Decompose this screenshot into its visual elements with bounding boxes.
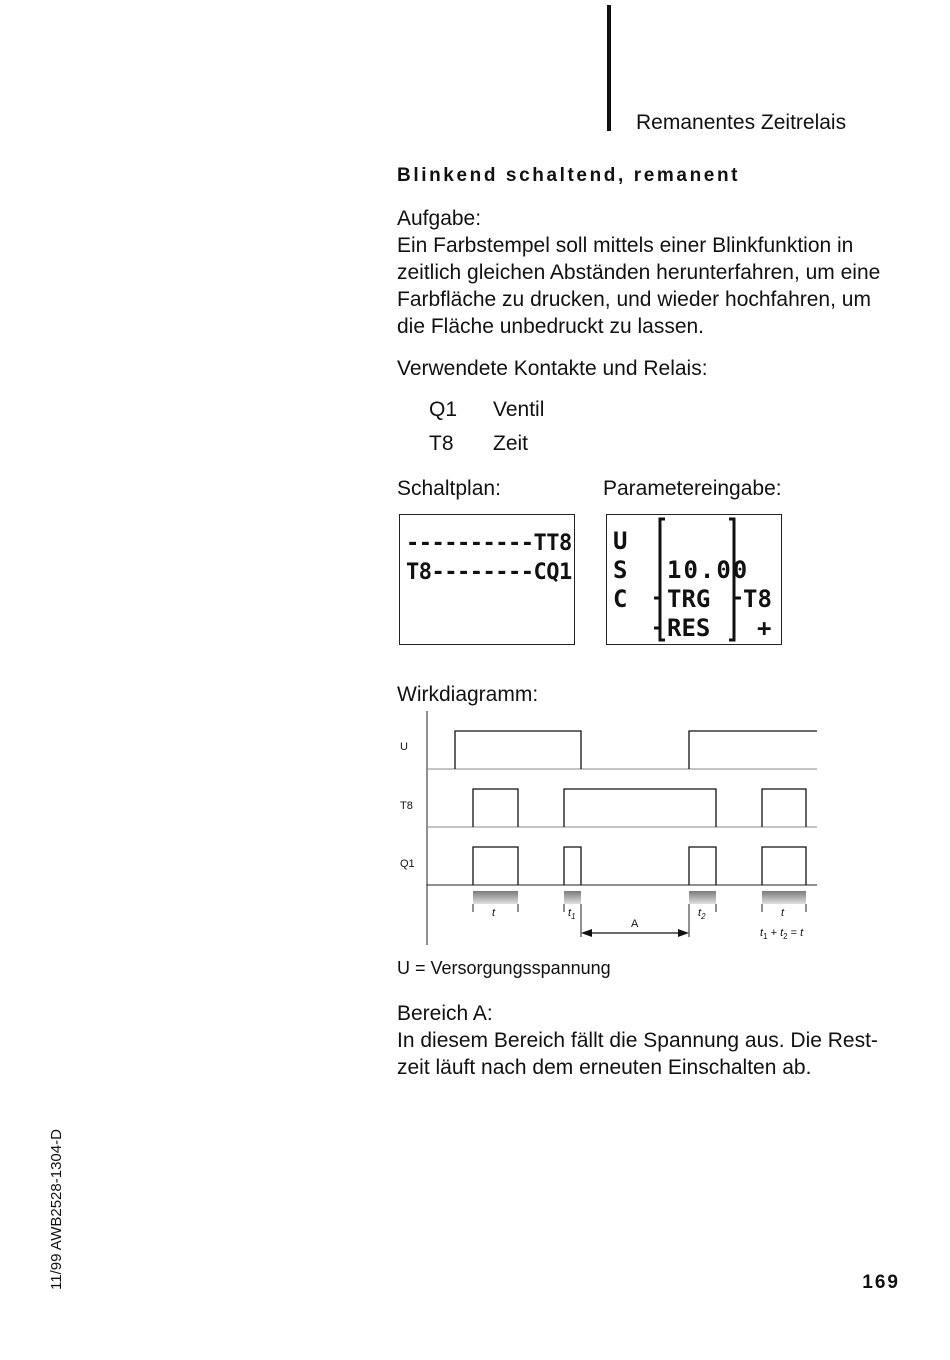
arrow-right-icon bbox=[678, 929, 689, 937]
legend-text: U = Versorgungsspannung bbox=[397, 958, 611, 978]
param-letter-u: U bbox=[613, 527, 628, 555]
task-line: Farbfläche zu drucken, und wieder hochfahren, um bbox=[397, 288, 871, 311]
parameter-display bbox=[606, 514, 782, 645]
header-rule bbox=[607, 5, 611, 131]
q1-pulse bbox=[473, 847, 518, 885]
contact-desc: Ventil bbox=[493, 398, 545, 421]
param-value: 10.00 bbox=[667, 556, 750, 584]
diagram-label: Wirkdiagramm: bbox=[397, 683, 539, 706]
time-label-t2: $t_2$ bbox=[698, 907, 706, 922]
time-bar bbox=[689, 891, 716, 904]
time-label-t: t bbox=[492, 907, 496, 919]
signal-label-q1: Q1 bbox=[400, 858, 415, 870]
bereich-line: zeit läuft nach dem erneuten Einschalten ab. bbox=[397, 1056, 812, 1079]
schaltplan-label: Schaltplan: bbox=[397, 477, 501, 500]
contact-desc: Zeit bbox=[493, 432, 529, 455]
time-bar bbox=[473, 891, 518, 904]
time-bar bbox=[762, 891, 806, 904]
u-pulse bbox=[455, 731, 581, 769]
schaltplan-display bbox=[399, 514, 575, 645]
t8-pulse bbox=[473, 789, 518, 827]
timing-diagram bbox=[395, 705, 825, 950]
task-line: zeitlich gleichen Abständen herunterfahren, um eine bbox=[397, 261, 881, 284]
range-label-a: A bbox=[631, 918, 639, 930]
signal-label-u: U bbox=[400, 741, 408, 753]
t8-pulse bbox=[564, 789, 716, 827]
t8-pulse bbox=[762, 789, 806, 827]
arrow-left-icon bbox=[581, 929, 592, 937]
signal-label-t8: T8 bbox=[400, 800, 413, 812]
header-title: Remanentes Zeitrelais bbox=[636, 111, 847, 134]
page-number: 169 bbox=[862, 1272, 900, 1293]
q1-pulse bbox=[689, 847, 716, 885]
schaltplan-line: ----------TT8 bbox=[406, 531, 572, 556]
param-trg-input: T8 bbox=[743, 585, 772, 613]
param-res-input: + bbox=[757, 614, 772, 642]
param-letter-c: C bbox=[613, 585, 628, 613]
task-line: Ein Farbstempel soll mittels einer Blinkfunktion in bbox=[397, 234, 854, 257]
q1-pulse bbox=[762, 847, 806, 885]
contact-id: Q1 bbox=[429, 398, 458, 421]
task-line: die Fläche unbedruckt zu lassen. bbox=[397, 315, 705, 338]
contact-id: T8 bbox=[429, 432, 454, 455]
doc-id: 11/99 AWB2528-1304-D bbox=[48, 1129, 65, 1290]
task-label: Aufgabe: bbox=[397, 207, 482, 230]
time-label-t1: $t_1$ bbox=[568, 907, 576, 922]
time-bar bbox=[564, 891, 581, 904]
bereich-label: Bereich A: bbox=[397, 1002, 493, 1025]
schaltplan-line: T8--------CQ1 bbox=[406, 560, 572, 585]
q1-pulse bbox=[564, 847, 581, 885]
bereich-line: In diesem Bereich fällt die Spannung aus. Die Rest- bbox=[397, 1029, 878, 1052]
u-pulse bbox=[689, 731, 817, 769]
parameter-label: Parametereingabe: bbox=[603, 477, 782, 500]
section-heading: Blinkend schaltend, remanent bbox=[397, 165, 741, 186]
time-formula: $t_1 + t_2 = t$ bbox=[760, 927, 804, 942]
contacts-label: Verwendete Kontakte und Relais: bbox=[397, 357, 708, 380]
param-trg: TRG bbox=[667, 585, 711, 613]
time-label-t-last: t bbox=[781, 907, 785, 919]
param-letter-s: S bbox=[613, 556, 628, 584]
param-res: RES bbox=[667, 614, 711, 642]
